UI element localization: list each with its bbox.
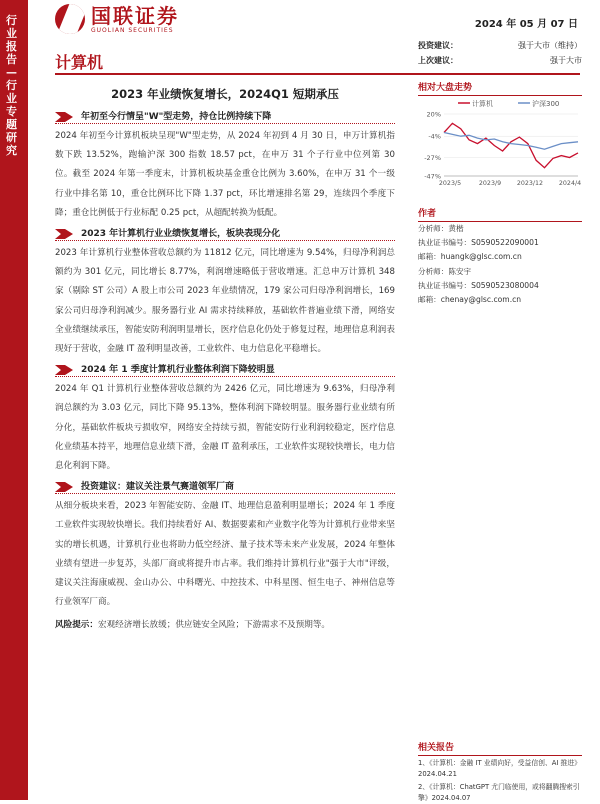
- x-tick-label: 2024/4: [558, 180, 582, 187]
- author-line: 执业证书编号：S0590523080004: [418, 280, 539, 290]
- arrow-icon: [55, 112, 73, 122]
- chart-svg: [418, 96, 582, 194]
- author-line: 执业证书编号：S0590522090001: [418, 238, 539, 248]
- rating-row: 上次建议： 强于大市: [418, 56, 582, 65]
- x-tick-label: 2023/5: [438, 180, 462, 187]
- report-title: 2023 年业绩恢复增长，2024Q1 短期承压: [111, 87, 339, 101]
- arrow-icon: [55, 229, 73, 239]
- main-content: [55, 80, 395, 635]
- sector-title: 计算机: [55, 53, 104, 72]
- section-body: 2024 年初至今计算机板块呈现"W"型走势，从 2024 年初到 4 月 30 日，申万计算机指数下跌 13.52%，跑输沪深 300 指数 18.57 pct，在申万 31 个子行业中位列第 30 位。截至 2024 年第一季度末，计算机板块基金重仓比例为 3.60%，在申万 31 个一级行业中排名第 10，重仓比例环比下降 1.37 pct，环比增速排名第 29，连续四个季度下降；重仓比例低于行业标配 0.25 pct，从超配转换为低配。: [55, 131, 395, 218]
- logo-icon: [55, 4, 85, 34]
- report-date: 2024 年 05 月 07 日: [474, 19, 578, 30]
- related-title: 相关报告: [418, 740, 582, 756]
- y-tick-label: -4%: [428, 132, 441, 141]
- y-tick-label: -47%: [424, 172, 441, 181]
- author-line: 分析师：黄楷: [418, 224, 464, 233]
- author-line: 邮箱：huangk@glsc.com.cn: [418, 252, 522, 262]
- author-list: [418, 222, 582, 307]
- legend-label: 沪深300: [532, 100, 560, 108]
- series-line: [444, 133, 578, 150]
- arrow-icon: [55, 482, 73, 492]
- related-item[interactable]: 1、《计算机：金融 IT 业绩向好，受益信创、AI 推进》2024.04.21: [418, 759, 581, 778]
- risk-label: 风险提示：: [55, 620, 98, 631]
- section-body: 2023 年计算机行业整体营收总额约为 11812 亿元，同比增速为 9.54%，归母净利润总额约为 301 亿元，同比增长 8.77%，利润增速略低于营收增速。汇总申万计算机 348 家（剔除 ST 公司）A 股上市公司 2023 年业绩情况，179 家公司归母净利润增长，169 家公司归母净利润减少。服务器行业 AI 需求持续释放，基础软件普遍业绩下滑，网络安全业绩继续承压，智能安防利润明显增长，医疗信息化仍处于修复过程，地理信息利润表现好于营收，金融 IT 盈利明显改善，工业软件、电力信息化平稳增长。: [55, 248, 395, 355]
- series-line: [444, 123, 578, 167]
- author-line: 邮箱：chenay@glsc.com.cn: [418, 295, 522, 305]
- rating-row: 投资建议： 强于大市（维持）: [418, 41, 582, 50]
- section-body: 从细分板块来看，2023 年智能安防、金融 IT、地理信息盈利明显增长；2024 年 1 季度工业软件实现较快增长。我们持续看好 AI、数据要素和产业数字化等为计算机行业带来坚实的增长机遇，计算机行业也将助力低空经济、量子技术等未来产业发展，2024 年整体业绩有望进一步复苏，头部厂商或将提升市占率。我们维持计算机行业"强于大市"评级，建议关注海康威视、金山办公、中科曙光、中控技术、中科星图、恒生电子、神州信息等行业领军厂商。: [55, 501, 395, 608]
- risk-text: 宏观经济增长放缓；供应链安全风险；下游需求不及预期等。: [97, 620, 331, 631]
- arrow-icon: [55, 365, 73, 375]
- y-tick-label: -27%: [424, 153, 441, 162]
- logo-name: 国联证券: [91, 3, 179, 28]
- section-body: 2024 年 Q1 计算机行业整体营收总额约为 2426 亿元，同比增速为 9.63%，归母净利润总额约为 3.03 亿元，同比下降 95.13%，整体利润下降较明显。服务器行业业绩有所分化，基础软件板块亏损收窄，网络安全持续亏损，智能安防行业利润较稳定，医疗信息化业绩基本持平，地理信息业绩下滑，金融 IT 盈利承压，工业软件实现较快增长，电力信息化利润下降。: [55, 384, 395, 472]
- x-tick-label: 2023/9: [478, 180, 502, 187]
- author-line: 分析师：陈安宇: [418, 266, 472, 276]
- logo-english: GUOLIAN SECURITIES: [91, 26, 174, 34]
- author-title: 作者: [418, 206, 582, 222]
- section-heading: 年初至今行情呈"W"型走势，持仓比例持续下降: [55, 110, 395, 124]
- right-panel: [418, 38, 582, 307]
- company-logo: [55, 4, 179, 34]
- performance-chart: [418, 96, 582, 194]
- sidebar-label: 行业报告—行业专题研究: [6, 14, 17, 157]
- section-heading: 2023 年计算机行业业绩恢复增长，板块表现分化: [55, 227, 395, 241]
- legend-label: 计算机: [472, 100, 493, 108]
- related-reports: [418, 740, 582, 804]
- section-heading: 投资建议：建议关注景气赛道领军厂商: [55, 480, 395, 494]
- y-tick-label: 20%: [426, 110, 441, 119]
- section-heading: 2024 年 1 季度计算机行业整体利润下降较明显: [55, 363, 395, 377]
- x-tick-label: 2023/12: [516, 180, 544, 187]
- risk-warning: [55, 616, 395, 635]
- sidebar: [0, 0, 28, 800]
- chart-title: 相对大盘走势: [418, 80, 582, 96]
- related-item[interactable]: 2、《计算机：ChatGPT 尤门临使用，或将翻腾搜索引擎》2024.04.07: [418, 783, 580, 802]
